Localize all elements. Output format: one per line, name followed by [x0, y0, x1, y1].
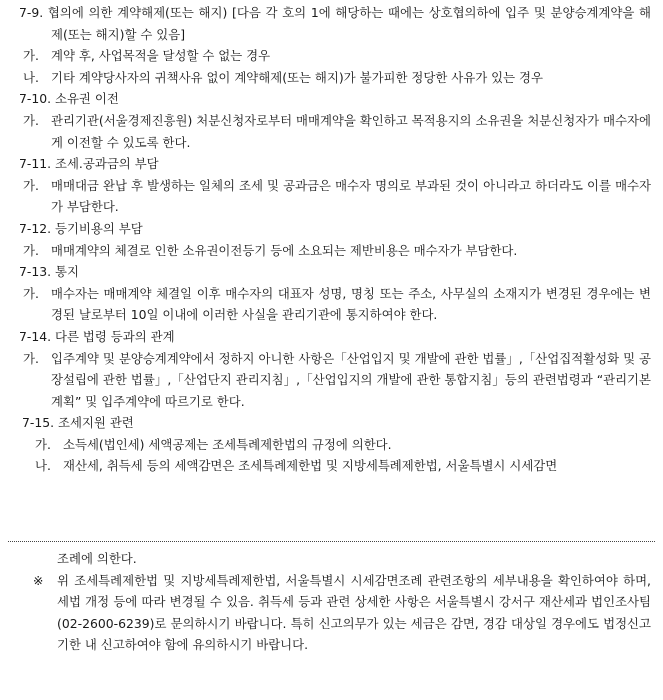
section-7-14-item-ga: 가. 입주계약 및 분양승계계약에서 정하지 아니한 사항은「산업입지 및 개발에 관한 법률」,「산업집적활성화 및 공장설립에 관한 법률」,「산업단지 관리지침」,「산업입지의 개발에 관한 통합지침」등의 관련법령과 “관리기본계획” 및 입주계약에 따르기로 한다. [23, 350, 651, 409]
section-7-11-item-ga: 가. 매매대금 완납 후 발생하는 일체의 조세 및 공과금은 매수자 명의로 부과된 것이 아니라고 하더라도 이를 매수자가 부담한다. [23, 177, 651, 215]
section-7-9-title: 7-9. 협의에 의한 계약해제(또는 해지) [다음 각 호의 1에 해당하는 때에는 상호협의하에 입주 및 분양승계계약을 해제(또는 해지)할 수 있음] [19, 5, 651, 42]
section-7-9-item-ga: 가. 계약 후, 사업목적을 달성할 수 없는 경우 [23, 48, 271, 64]
section-7-13-title: 7-13. 통지 [19, 264, 79, 280]
section-7-13-item-ga: 가. 매수자는 매매계약 체결일 이후 매수자의 대표자 성명, 명칭 또는 주소, 사무실의 소재지가 변경된 경우에는 변경된 날로부터 10일 이내에 이러한 사실을 관리기관에 통지하여야 한다. [23, 285, 651, 323]
section-7-9-item-na: 나. 기타 계약당사자의 귀책사유 없이 계약해제(또는 해지)가 불가피한 정당한 사유가 있는 경우 [23, 69, 543, 85]
tax-note: ※ 위 조세특례제한법 및 지방세특례제한법, 서울특별시 시세감면조례 관련조항의 세부내용을 확인하여야 하며, 세법 개정 등에 따라 변경될 수 있음. 취득세 등과 관련 상세한 사항은 서울특별시 강서구 재산세과 법인조사팀(02-2600-6239)로 문의하시기 바랍니다. 특히 신고의무가 있는 세금은 감면, 경감 대상일 경우에도 법정신고기한 내 신고하여야 함에 유의하시기 바랍니다. [0, 570, 663, 656]
section-7-10-item-ga: 가. 관리기관(서울경제진흥원) 처분신청자로부터 매매계약을 확인하고 목적용지의 소유권을 처분신청자가 매수자에게 이전할 수 있도록 한다. [23, 112, 651, 150]
section-7-15-item-na: 나. 재산세, 취득세 등의 세액감면은 조세특례제한법 및 지방세특례제한법, 서울특별시 시세감면 [35, 458, 558, 474]
section-7-12-title: 7-12. 등기비용의 부담 [19, 220, 143, 236]
section-7-15-item-ga: 가. 소득세(법인세) 세액공제는 조세특례제한법의 규정에 의한다. [35, 436, 392, 452]
section-7-15-title: 7-15. 조세지원 관련 [22, 415, 134, 431]
document-page-lower [0, 548, 663, 656]
document-page-upper [0, 2, 663, 477]
reference-mark-icon: ※ [33, 572, 44, 588]
section-7-10-title: 7-10. 소유권 이전 [19, 91, 119, 107]
continuation-text: 조례에 의한다. [57, 551, 137, 566]
section-7-12-item-ga: 가. 매매계약의 체결로 인한 소유권이전등기 등에 소요되는 제반비용은 매수자가 부담한다. [23, 242, 518, 258]
section-7-11-title: 7-11. 조세.공과금의 부담 [19, 156, 159, 172]
section-7-14-title: 7-14. 다른 법령 등과의 관계 [19, 328, 175, 344]
page-break-divider [8, 541, 655, 542]
